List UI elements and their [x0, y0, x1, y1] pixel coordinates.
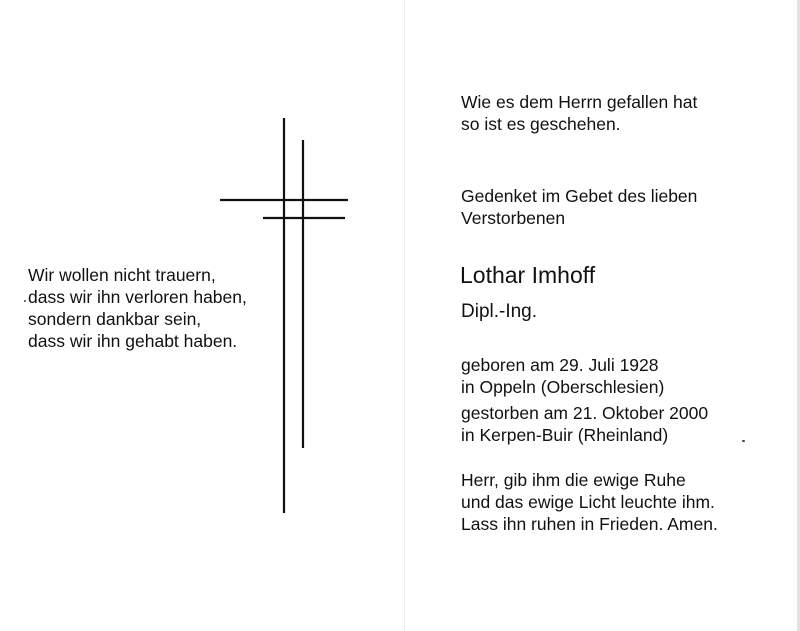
poem-line: dass wir ihn verloren haben,	[28, 287, 247, 307]
birth-place: in Oppeln (Oberschlesien)	[461, 377, 665, 397]
verse-line: Wie es dem Herrn gefallen hat	[461, 92, 698, 112]
page-fold	[404, 0, 405, 631]
prayer-line: Lass ihn ruhen in Frieden. Amen.	[461, 514, 718, 534]
prayer-line: und das ewige Licht leuchte ihm.	[461, 492, 715, 512]
top-verse	[461, 91, 697, 135]
poem-line: dass wir ihn gehabt haben.	[28, 331, 238, 351]
death-place: in Kerpen-Buir (Rheinland)	[461, 425, 669, 445]
print-speck	[742, 440, 745, 442]
remember-line: Gedenket im Gebet des lieben	[461, 186, 698, 206]
left-poem	[28, 264, 247, 352]
birth-date: geboren am 29. Juli 1928	[461, 355, 659, 375]
poem-line: sondern dankbar sein,	[28, 309, 202, 329]
deceased-name: Lothar Imhoff	[460, 262, 596, 288]
death-info	[461, 402, 708, 446]
death-date: gestorben am 21. Oktober 2000	[461, 403, 709, 423]
print-speck	[24, 300, 26, 302]
birth-info	[461, 354, 664, 398]
deceased-title: Dipl.-Ing.	[461, 301, 538, 322]
closing-prayer	[461, 469, 718, 535]
remember-line: Verstorbenen	[461, 208, 566, 228]
remember-text	[461, 185, 697, 229]
verse-line: so ist es geschehen.	[461, 114, 621, 134]
prayer-line: Herr, gib ihm die ewige Ruhe	[461, 470, 686, 490]
poem-line: Wir wollen nicht trauern,	[28, 265, 216, 285]
